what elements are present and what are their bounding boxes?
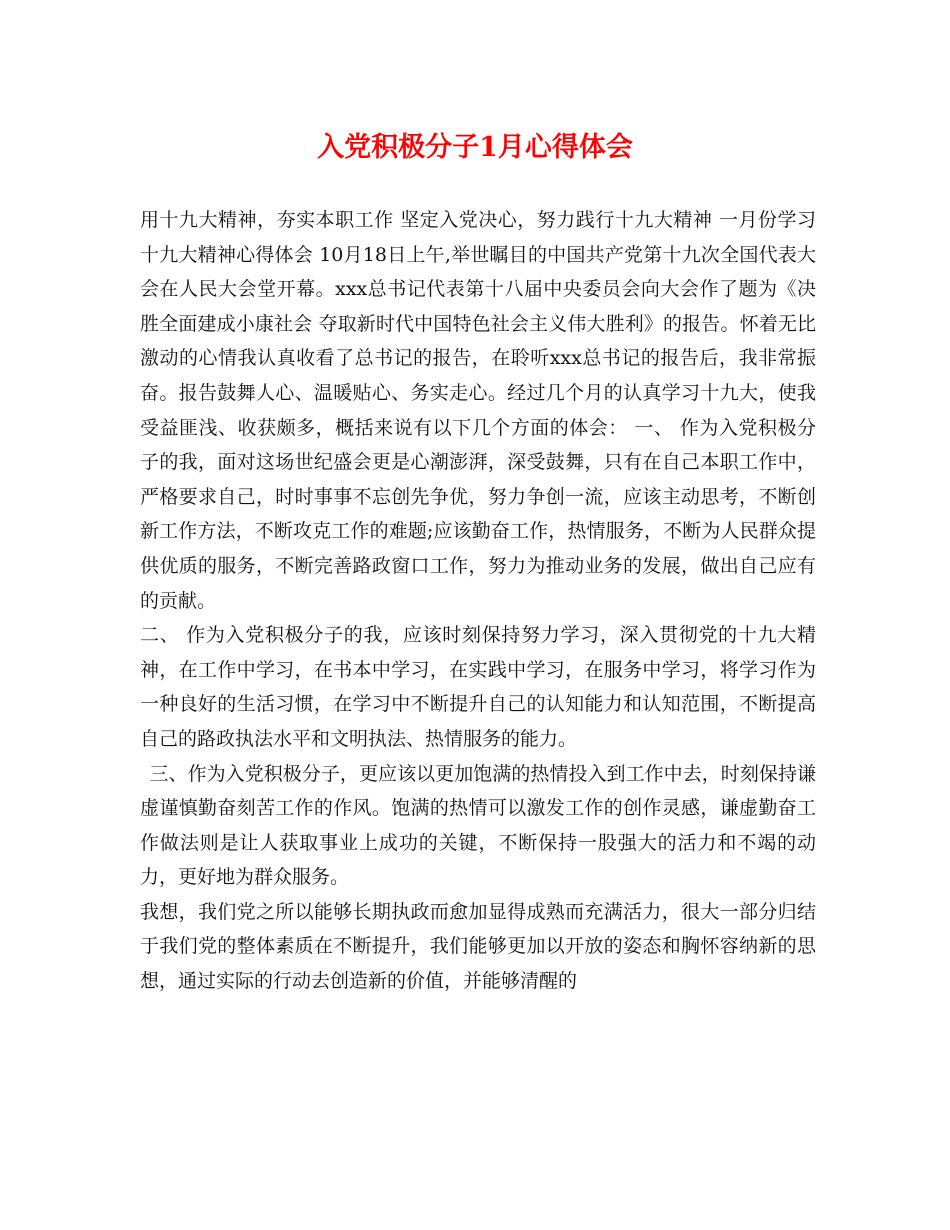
paragraph-4: 我想，我们党之所以能够长期执政而愈加显得成熟而充满活力，很大一部分归结于我们党的整体素质在不断提升，我们能够更加以开放的姿态和胸怀容纳新的思想，通过实际的行动去创造新的价值，并能够清醒的 (140, 900, 816, 993)
paragraph-1: 用十九大精神，夯实本职工作 坚定入党决心，努力践行十九大精神 一月份学习十九大精神心得体会 10月18日上午,举世瞩目的中国共产党第十九次全国代表大会在人民大会堂开幕。xxx总书记代表第十八届中央委员会向大会作了题为《决胜全面建成小康社会 夺取新时代中国特色社会主义伟大胜利》的报告。怀着无比激动的心情我认真收看了总书记的报告，在聆听xxx总书记的报告后，我非常振奋。报告鼓舞人心、温暖贴心、务实走心。经过几个月的认真学习十九大，使我受益匪浅、收获颇多，概括来说有以下几个方面的体会： 一、 作为入党积极分子的我，面对这场世纪盛会更是心潮澎湃，深受鼓舞，只有在自己本职工作中，严格要求自己，时时事事不忘创先争优，努力争创一流，应该主动思考，不断创新工作方法，不断攻克工作的难题;应该勤奋工作，热情服务，不断为人民群众提供优质的服务，不断完善路政窗口工作，努力为推动业务的发展，做出自己应有的贡献。 (140, 209, 816, 612)
document-body (140, 203, 816, 999)
paragraph-2: 二、 作为入党积极分子的我，应该时刻保持努力学习，深入贯彻党的十九大精神，在工作中学习，在书本中学习，在实践中学习，在服务中学习，将学习作为一种良好的生活习惯，在学习中不断提升自己的认知能力和认知范围，不断提高自己的路政执法水平和文明执法、热情服务的能力。 (140, 624, 816, 750)
document-title: 入党积极分子1月心得体会 (317, 132, 633, 163)
paragraph-3: 三、作为入党积极分子，更应该以更加饱满的热情投入到工作中去，时刻保持谦虚谨慎勤奋刻苦工作的作风。饱满的热情可以激发工作的创作灵感，谦虚勤奋工作做法则是让人获取事业上成功的关键，不断保持一股强大的活力和不竭的动力，更好地为群众服务。 (140, 762, 816, 889)
